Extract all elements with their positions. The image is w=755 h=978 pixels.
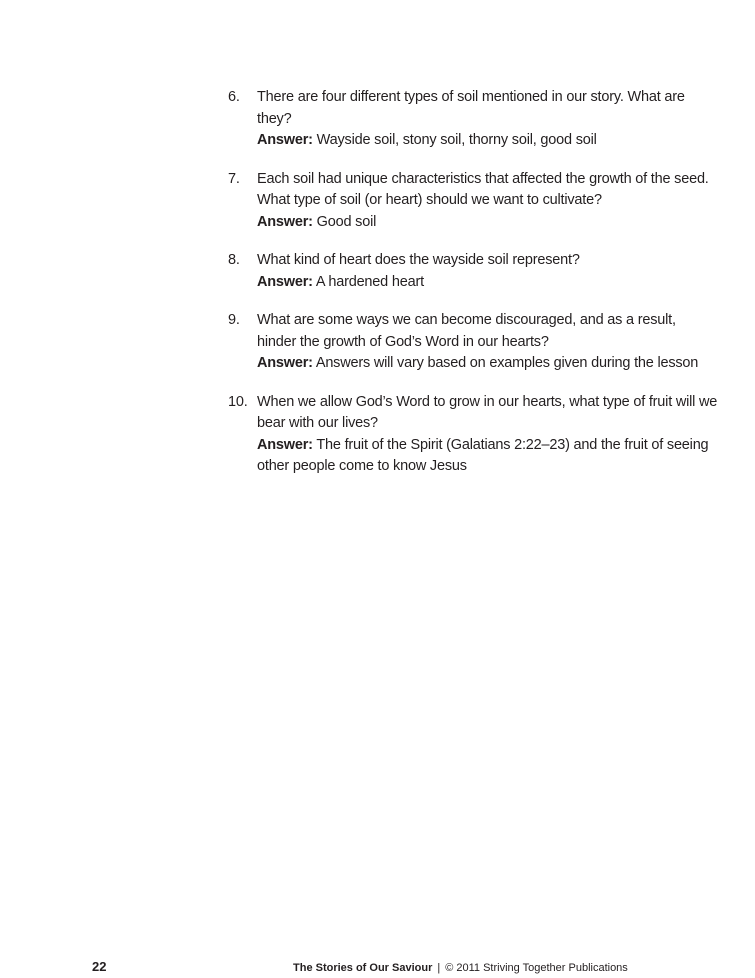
- question-number: 6.: [228, 89, 240, 105]
- answer-text: A hardened heart: [315, 273, 424, 290]
- question-number: 9.: [228, 312, 240, 328]
- question-list: [228, 87, 718, 478]
- answer-text: Answers will vary based on examples given during the lesson: [315, 355, 699, 371]
- answer-label: Answer:: [257, 355, 313, 371]
- question-number: 10.: [228, 393, 248, 410]
- question-item: [228, 250, 718, 293]
- answer-text: Good soil: [316, 213, 377, 230]
- page-footer: [0, 958, 755, 978]
- question-item: [228, 87, 718, 152]
- answer-text: The fruit of the Spirit (Galatians 2:22–23) and the fruit of seeing other people come to know Jesus: [257, 436, 709, 474]
- answer-line: [257, 435, 718, 478]
- answer-label: Answer:: [257, 132, 313, 148]
- answer-label: Answer:: [257, 436, 313, 453]
- page-number: 22: [92, 959, 107, 974]
- answer-text: Wayside soil, stony soil, thorny soil, good soil: [316, 132, 597, 148]
- copyright-notice: © 2011 Striving Together Publications: [445, 962, 628, 974]
- question-number: 8.: [228, 252, 240, 268]
- answer-label: Answer:: [257, 213, 313, 230]
- answer-line: [257, 130, 718, 152]
- question-text: What kind of heart does the wayside soil represent?: [257, 252, 580, 268]
- question-item: [228, 392, 718, 478]
- question-item: [228, 169, 718, 234]
- footer-credit: [293, 960, 628, 976]
- question-text: Each soil had unique characteristics that affected the growth of the seed. What type of soil (or heart) should we want to cultivate?: [257, 170, 709, 208]
- question-text: What are some ways we can become discouraged, and as a result, hinder the growth of God’s Word in our hearts?: [257, 312, 676, 350]
- footer-separator: |: [437, 962, 441, 974]
- answer-line: [257, 212, 718, 234]
- book-title: The Stories of Our Saviour: [293, 962, 433, 974]
- question-text: There are four different types of soil mentioned in our story. What are they?: [257, 89, 685, 127]
- question-text: When we allow God’s Word to grow in our hearts, what type of fruit will we bear with our lives?: [257, 393, 718, 431]
- answer-label: Answer:: [257, 273, 313, 290]
- question-item: [228, 310, 718, 375]
- question-number: 7.: [228, 170, 240, 187]
- answer-line: [257, 272, 718, 294]
- answer-line: [257, 353, 718, 375]
